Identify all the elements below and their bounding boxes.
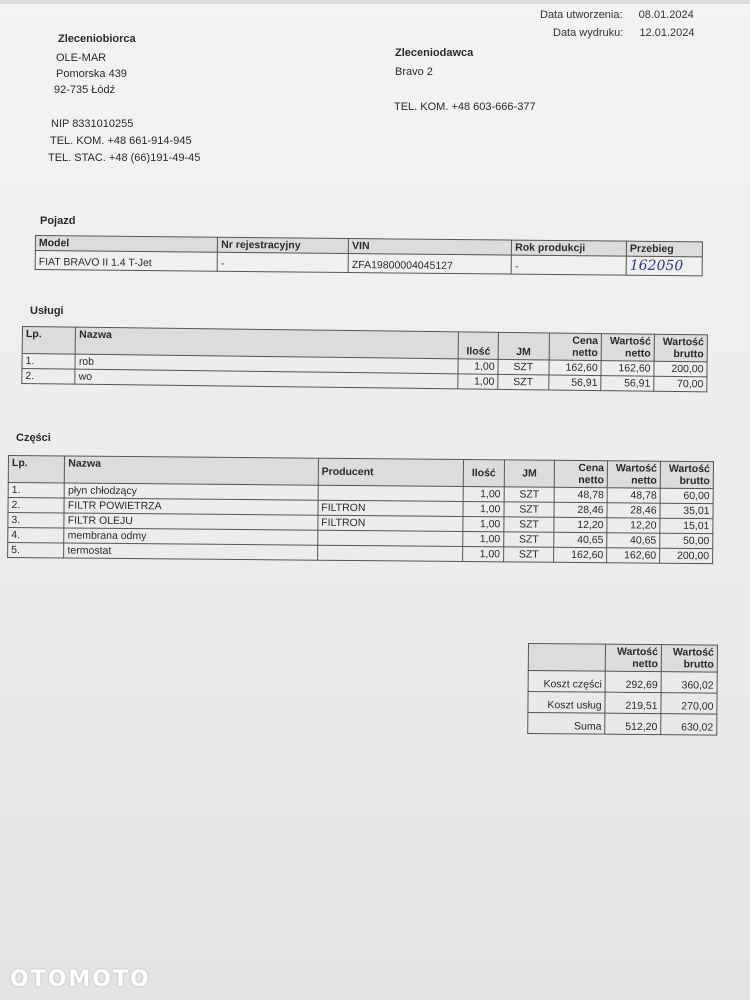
part-net: 40,65 <box>607 533 660 548</box>
service-qty: 1,00 <box>458 359 498 374</box>
summary-gross: 360,02 <box>661 672 717 693</box>
service-net: 56,91 <box>601 376 654 392</box>
parts-header-lp: Lp. <box>8 456 65 483</box>
summary-header-net: Wartość netto <box>605 644 661 671</box>
part-producer <box>317 545 462 561</box>
vehicle-table <box>35 235 703 276</box>
vehicle-vin: ZFA19800004045127 <box>348 254 511 275</box>
parts-section-title: Części <box>16 432 51 444</box>
contractor-name: OLE-MAR <box>56 52 107 64</box>
service-unit: SZT <box>498 359 549 375</box>
summary-label: Koszt części <box>528 671 605 693</box>
part-unit: SZT <box>503 547 554 562</box>
vehicle-year: - <box>511 255 626 275</box>
part-net: 28,46 <box>607 503 660 518</box>
service-name: wo <box>75 369 458 389</box>
part-unit: SZT <box>504 532 555 547</box>
summary-header-row <box>528 644 717 673</box>
otomoto-watermark: OTOMOTO <box>10 967 151 992</box>
date-printed-row <box>553 27 695 39</box>
vehicle-header-year: Rok produkcji <box>512 240 627 256</box>
date-created-label: Data utworzenia: <box>540 9 623 21</box>
part-unit: SZT <box>504 517 555 532</box>
service-unit: SZT <box>498 374 549 390</box>
vehicle-mileage-handwritten: 162050 <box>626 256 702 276</box>
contractor-tel-fixed: TEL. STAC. +48 (66)191-49-45 <box>48 152 201 164</box>
date-printed-label: Data wydruku: <box>553 27 624 39</box>
part-name: FILTR OLEJU <box>64 513 318 530</box>
services-header-qty: Ilość <box>458 332 498 359</box>
parts-header-price: Cena netto <box>555 460 608 487</box>
contractor-street: Pomorska 439 <box>56 68 127 80</box>
vehicle-model: FIAT BRAVO II 1.4 T-Jet <box>35 251 217 272</box>
services-header-name: Nazwa <box>75 327 458 359</box>
parts-header-gross: Wartość brutto <box>660 461 713 488</box>
part-price: 28,46 <box>554 502 607 517</box>
part-name: płyn chłodzący <box>64 483 318 500</box>
part-qty: 1,00 <box>463 546 504 561</box>
service-gross: 200,00 <box>654 361 707 377</box>
part-gross: 15,01 <box>660 518 713 533</box>
service-gross: 70,00 <box>654 376 707 392</box>
services-table <box>21 326 708 392</box>
services-header-net: Wartość netto <box>601 334 654 362</box>
part-net: 162,60 <box>607 548 660 563</box>
parts-header-net: Wartość netto <box>607 461 660 488</box>
parts-header-unit: JM <box>504 460 555 487</box>
date-printed-value: 12.01.2024 <box>639 27 695 39</box>
table-row <box>528 713 717 736</box>
services-section-title: Usługi <box>30 305 64 317</box>
part-qty: 1,00 <box>463 516 504 531</box>
part-net: 48,78 <box>607 488 660 503</box>
date-created-value: 08.01.2024 <box>638 9 694 21</box>
part-gross: 60,00 <box>660 488 713 503</box>
contractor-city: 92-735 Łódź <box>54 84 116 96</box>
part-unit: SZT <box>504 502 555 517</box>
contractor-title: Zleceniobiorca <box>58 33 136 45</box>
summary-header-gross: Wartość brutto <box>661 645 717 672</box>
summary-header-empty <box>528 644 605 672</box>
part-gross: 200,00 <box>660 548 713 563</box>
parts-table <box>7 455 714 564</box>
vehicle-header-mileage: Przebieg <box>626 241 702 257</box>
part-gross: 50,00 <box>660 533 713 548</box>
top-edge-shadow <box>0 0 750 4</box>
vehicle-header-registration: Nr rejestracyjny <box>218 237 349 253</box>
part-lp: 4. <box>8 528 64 543</box>
client-tel: TEL. KOM. +48 603-666-377 <box>394 101 536 113</box>
summary-label: Koszt usług <box>528 692 605 714</box>
part-lp: 2. <box>8 498 64 513</box>
parts-header-qty: Ilość <box>463 459 504 486</box>
vehicle-header-model: Model <box>35 236 217 253</box>
summary-net: 512,20 <box>605 713 661 734</box>
part-name: FILTR POWIETRZA <box>64 498 318 515</box>
service-qty: 1,00 <box>458 374 498 389</box>
summary-table <box>527 643 718 736</box>
part-producer: FILTRON <box>318 500 463 516</box>
summary-label: Suma <box>528 713 605 735</box>
summary-gross: 270,00 <box>661 693 717 714</box>
summary-net: 219,51 <box>605 692 661 713</box>
service-name: rob <box>75 354 458 374</box>
part-producer <box>318 485 463 501</box>
service-price: 162,60 <box>548 360 601 376</box>
parts-header-name: Nazwa <box>65 456 319 485</box>
part-lp: 5. <box>8 543 64 558</box>
services-header-price: Cena netto <box>549 333 602 361</box>
part-gross: 35,01 <box>660 503 713 518</box>
part-price: 162,60 <box>554 547 607 562</box>
parts-header-producer: Producent <box>318 458 464 486</box>
part-qty: 1,00 <box>463 531 504 546</box>
table-row <box>528 671 717 694</box>
client-title: Zleceniodawca <box>395 47 474 59</box>
part-name: membrana odmy <box>64 528 318 545</box>
part-net: 12,20 <box>607 518 660 533</box>
date-created-row <box>540 9 694 21</box>
summary-gross: 630,02 <box>661 714 717 735</box>
table-row <box>528 692 717 715</box>
client-name: Bravo 2 <box>395 66 433 78</box>
service-lp: 2. <box>22 369 75 385</box>
part-price: 48,78 <box>555 487 608 502</box>
contractor-tel-mobile: TEL. KOM. +48 661-914-945 <box>50 135 192 147</box>
part-producer <box>317 530 462 546</box>
part-qty: 1,00 <box>463 486 504 501</box>
service-net: 162,60 <box>601 361 654 377</box>
services-header-lp: Lp. <box>22 327 76 355</box>
service-lp: 1. <box>22 354 75 370</box>
part-lp: 1. <box>8 483 64 498</box>
vehicle-section-title: Pojazd <box>40 215 76 227</box>
vehicle-registration: - <box>217 252 348 272</box>
part-price: 12,20 <box>554 517 607 532</box>
services-header-gross: Wartość brutto <box>654 334 707 362</box>
part-qty: 1,00 <box>463 501 504 516</box>
summary-net: 292,69 <box>605 671 661 692</box>
part-lp: 3. <box>8 513 64 528</box>
service-price: 56,91 <box>548 375 601 391</box>
part-price: 40,65 <box>554 532 607 547</box>
part-producer: FILTRON <box>318 515 463 531</box>
part-unit: SZT <box>504 487 555 502</box>
contractor-nip: NIP 8331010255 <box>51 118 134 130</box>
vehicle-header-vin: VIN <box>348 239 511 256</box>
part-name: termostat <box>64 543 318 560</box>
services-header-unit: JM <box>498 332 549 360</box>
